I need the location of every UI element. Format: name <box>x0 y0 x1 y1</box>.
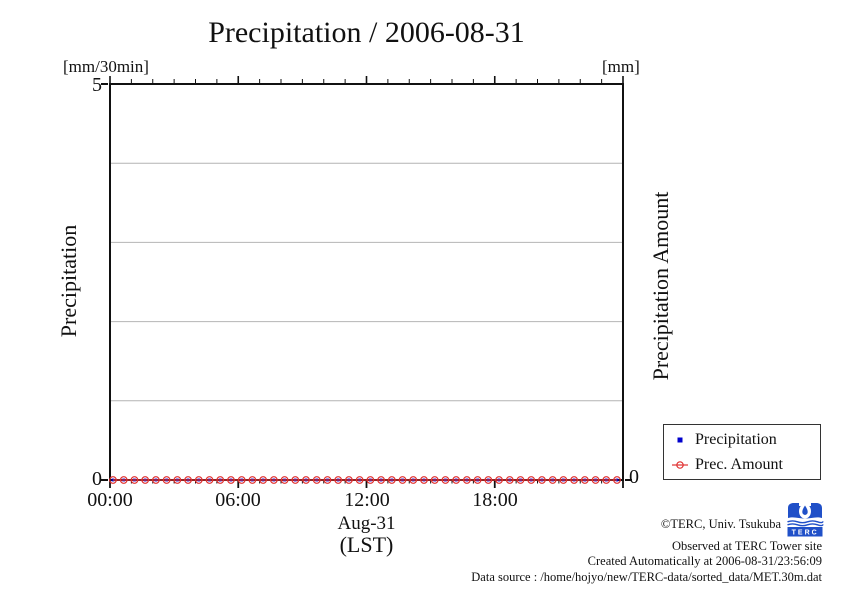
observed-site-text: Observed at TERC Tower site <box>671 538 822 553</box>
legend-item-prec-amount <box>664 456 820 474</box>
chart-title: Precipitation / 2006-08-31 <box>208 16 525 49</box>
series-prec-amount <box>110 477 621 484</box>
data-source-text: Data source : /home/hojyo/new/TERC-data/sorted_data/MET.30m.dat <box>471 569 822 584</box>
x-axis-timezone-label: (LST) <box>339 532 394 557</box>
terc-logo-text: TERC <box>791 529 819 537</box>
x-axis-date-label: Aug-31 <box>337 513 396 534</box>
terc-logo-icon <box>786 501 824 537</box>
left-axis-title: Precipitation <box>56 224 81 338</box>
left-tick-label-5: 5 <box>92 74 102 96</box>
plot-area <box>110 84 623 480</box>
footer-credits <box>471 517 822 585</box>
left-axis-unit: [mm/30min] <box>63 57 149 76</box>
x-tick-label-1200: 12:00 <box>344 489 390 511</box>
x-tick-label-0000: 00:00 <box>87 489 133 511</box>
legend <box>663 424 821 480</box>
legend-square-marker-icon <box>672 435 688 445</box>
legend-item-precipitation <box>664 431 820 449</box>
left-tick-label-0: 0 <box>92 468 102 490</box>
x-tick-label-0600: 06:00 <box>215 489 261 511</box>
gridlines <box>110 163 623 401</box>
copyright-text: ©TERC, Univ. Tsukuba <box>660 517 781 531</box>
created-timestamp-text: Created Automatically at 2006-08-31/23:56:09 <box>587 554 822 568</box>
terc-logo <box>786 501 824 537</box>
legend-label-precipitation: Precipitation <box>695 430 777 448</box>
plot-frame <box>110 84 623 480</box>
x-tick-label-1800: 18:00 <box>472 489 518 511</box>
plot-svg <box>110 84 623 480</box>
right-axis-unit: [mm] <box>602 57 640 76</box>
legend-circle-marker-icon <box>672 460 688 470</box>
right-tick-label-0: 0 <box>629 466 639 488</box>
axis-ticks <box>101 76 632 488</box>
legend-label-prec-amount: Prec. Amount <box>695 455 783 473</box>
right-axis-title: Precipitation Amount <box>648 191 673 381</box>
